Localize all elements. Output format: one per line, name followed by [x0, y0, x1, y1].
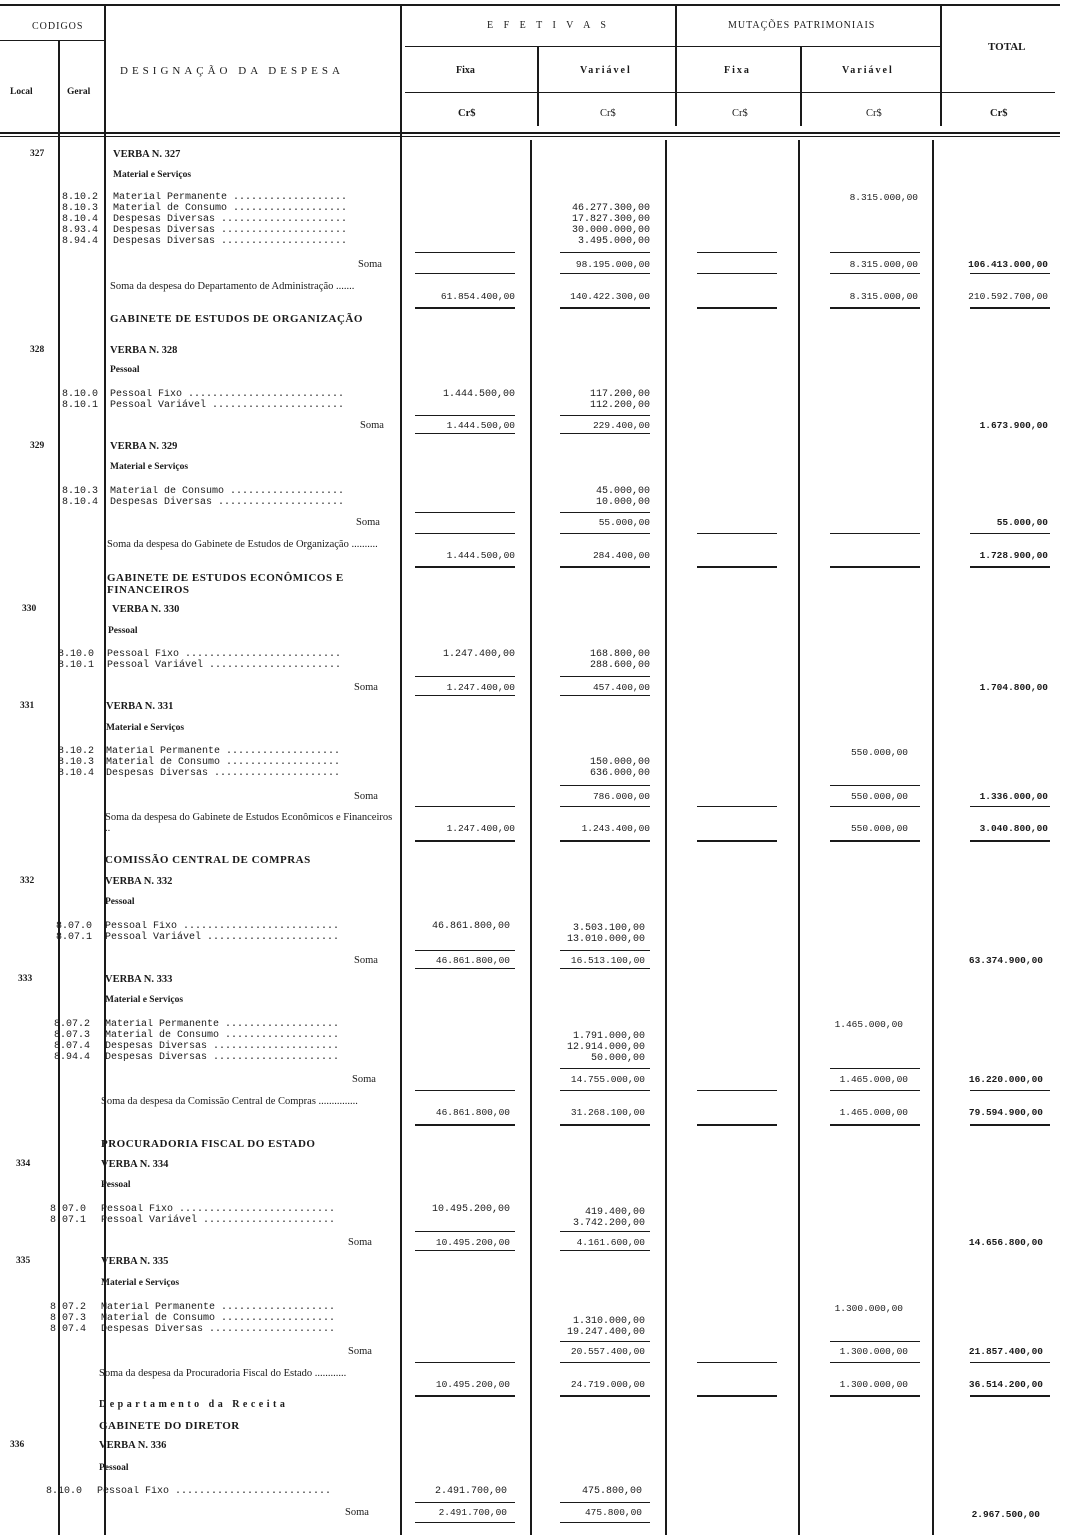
- rule: [830, 533, 920, 534]
- verba-330-soma-fixa: 1.247.400,00: [446, 682, 515, 693]
- verba-330-soma-var: 457.400,00: [592, 682, 650, 693]
- rule: [415, 1250, 515, 1251]
- ccc-soma-var: 31.268.100,00: [570, 1107, 645, 1118]
- verba-329-local: 329: [30, 441, 45, 451]
- rule: [830, 1395, 920, 1397]
- col-rule-efet-sub: [537, 46, 539, 126]
- verba-334-title: VERBA N. 334: [101, 1159, 169, 1170]
- rule: [970, 1090, 1050, 1091]
- verba-336-fixa-values: 2.491.700,00: [434, 1486, 507, 1497]
- gab-org-soma-label: Soma da despesa do Gabinete de Estudos de Organização ..........: [107, 539, 378, 550]
- currency-fixa: Cr$: [458, 108, 476, 119]
- verba-336-items: Pessoal Fixo ..........................: [97, 1486, 332, 1497]
- subhdr-rule: [405, 92, 1055, 93]
- rule: [415, 307, 515, 309]
- rule: [970, 566, 1050, 568]
- verba-332-soma-label: Soma: [354, 955, 378, 966]
- verba-329-var-values: 45.000,00 10.000,00: [595, 486, 650, 508]
- verba-330-codes: 8.10.0 8.10.1: [58, 649, 95, 671]
- verba-334-local: 334: [16, 1159, 31, 1169]
- verba-329-codes: 8.10.3 8.10.4: [62, 486, 99, 508]
- mutacoes-header: MUTAÇÕES PATRIMONIAIS: [728, 20, 876, 31]
- pfe-soma-mut: 1.300.000,00: [839, 1379, 908, 1390]
- verba-329-items: Material de Consumo ................... Despesas Diversas .....................: [110, 486, 345, 508]
- verba-329-soma-var: 55.000,00: [598, 517, 650, 528]
- verba-333-var-values: 1.791.000,00 12.914.000,00 50.000,00: [566, 1031, 645, 1064]
- rule: [560, 676, 650, 677]
- verba-330-fixa-values: 1.247.400,00: [442, 649, 515, 660]
- verba-332-codes: 8.07.0 8.07.1: [56, 921, 93, 943]
- rule: [830, 785, 920, 786]
- verba-334-soma-label: Soma: [348, 1237, 372, 1248]
- verba-328-soma-total: 1.673.900,00: [979, 420, 1048, 431]
- rule: [697, 1362, 777, 1363]
- rule: [415, 1124, 515, 1126]
- rule: [560, 1341, 650, 1342]
- mut-fixa-header: Fixa: [724, 65, 751, 76]
- verba-328-soma-label: Soma: [360, 420, 384, 431]
- rule: [560, 415, 650, 416]
- rule: [560, 252, 650, 253]
- verba-335-soma-var: 20.557.400,00: [570, 1346, 645, 1357]
- designacao-header: DESIGNAÇÃO DA DESPESA: [120, 65, 344, 77]
- verba-328-sub: Pessoal: [110, 365, 140, 375]
- rule: [697, 252, 777, 253]
- verba-335-soma-total: 21.857.400,00: [968, 1346, 1043, 1357]
- verba-328-title: VERBA N. 328: [110, 345, 178, 356]
- verba-331-sub: Material e Serviços: [106, 723, 185, 733]
- rule: [970, 1124, 1050, 1126]
- pfe-title: PROCURADORIA FISCAL DO ESTADO: [101, 1138, 316, 1150]
- rule: [415, 1362, 515, 1363]
- verba-327-soma-label: Soma: [358, 259, 382, 270]
- verba-332-local: 332: [20, 876, 35, 886]
- verba-329-title: VERBA N. 329: [110, 441, 178, 452]
- col-rule-mut-sub: [800, 46, 802, 126]
- pfe-soma-var: 24.719.000,00: [570, 1379, 645, 1390]
- header-bottom-rule-1: [0, 132, 1060, 134]
- verba-336-sub: Pessoal: [99, 1463, 129, 1473]
- verba-335-items: Material Permanente ................... Material de Consumo ................... Despesas Diversas .....................: [101, 1302, 336, 1335]
- rule: [697, 806, 777, 807]
- rule: [697, 1124, 777, 1126]
- rule: [560, 1090, 650, 1091]
- col-rule-mut-fixa: [798, 140, 800, 1535]
- rule: [560, 273, 650, 274]
- verba-336-soma-total: 2.967.500,00: [971, 1509, 1040, 1520]
- verba-333-soma-total: 16.220.000,00: [968, 1074, 1043, 1085]
- rule: [697, 566, 777, 568]
- verba-334-soma-total: 14.656.800,00: [968, 1237, 1043, 1248]
- verba-333-soma-mut: 1.465.000,00: [839, 1074, 908, 1085]
- verba-327-sub: Material e Serviços: [113, 170, 192, 180]
- verba-328-soma-var: 229.400,00: [592, 420, 650, 431]
- verba-330-sub: Pessoal: [108, 626, 138, 636]
- currency-mut-fixa: Cr$: [732, 108, 748, 119]
- verba-335-soma-mut: 1.300.000,00: [839, 1346, 908, 1357]
- rule: [830, 1090, 920, 1091]
- dep-receita-title: Departamento da Receita: [99, 1399, 289, 1410]
- verba-330-local: 330: [22, 604, 37, 614]
- verba-330-items: Pessoal Fixo .......................... Pessoal Variável ......................: [107, 649, 342, 671]
- verba-327-codes: 8.10.2 8.10.3 8.10.4 8.93.4 8.94.4: [62, 192, 99, 247]
- ccc-soma-total: 79.594.900,00: [968, 1107, 1043, 1118]
- dep-admin-total: 210.592.700,00: [968, 291, 1048, 302]
- gab-org-soma-total: 1.728.900,00: [979, 550, 1048, 561]
- rule: [415, 806, 515, 807]
- gab-dir-title: GABINETE DO DIRETOR: [99, 1420, 240, 1432]
- col-rule-designacao: [400, 6, 402, 1535]
- group-rule: [405, 46, 940, 47]
- rule: [830, 1341, 920, 1342]
- rule: [830, 273, 920, 274]
- col-rule-mutacoes: [940, 6, 942, 126]
- verba-331-codes: 8.10.2 8.10.3 8.10.4: [58, 746, 95, 779]
- verba-331-mut-value: 550.000,00: [850, 747, 908, 758]
- verba-335-title: VERBA N. 335: [101, 1256, 169, 1267]
- verba-332-soma-total: 63.374.900,00: [968, 955, 1043, 966]
- verba-334-items: Pessoal Fixo .......................... Pessoal Variável ......................: [101, 1204, 336, 1226]
- verba-331-var-values: 150.000,00 636.000,00: [589, 757, 650, 779]
- verba-331-soma-var: 786.000,00: [592, 791, 650, 802]
- rule: [560, 1362, 650, 1363]
- verba-333-soma-label: Soma: [352, 1074, 376, 1085]
- geral-header: Geral: [67, 87, 91, 97]
- verba-331-soma-mut: 550.000,00: [850, 791, 908, 802]
- verba-327-soma-var: 98.195.000,00: [575, 259, 650, 270]
- verba-332-fixa-values: 46.861.800,00: [431, 921, 510, 932]
- verba-328-soma-fixa: 1.444.500,00: [446, 420, 515, 431]
- verba-332-soma-fixa: 46.861.800,00: [435, 955, 510, 966]
- verba-330-var-values: 168.800,00 288.600,00: [589, 649, 650, 671]
- rule: [415, 1231, 515, 1232]
- rule: [560, 806, 650, 807]
- rule: [415, 1090, 515, 1091]
- rule: [830, 307, 920, 309]
- verba-329-soma-total: 55.000,00: [996, 517, 1048, 528]
- rule: [830, 1068, 920, 1069]
- rule: [560, 785, 650, 786]
- rule: [415, 840, 515, 842]
- rule: [560, 1068, 650, 1069]
- efetivas-header: E F E T I V A S: [487, 20, 610, 31]
- verba-334-sub: Pessoal: [101, 1180, 131, 1190]
- rule: [697, 273, 777, 274]
- verba-335-local: 335: [16, 1256, 31, 1266]
- codigos-header: CODIGOS: [32, 21, 84, 32]
- rule: [415, 252, 515, 253]
- gab-eco-soma-var: 1.243.400,00: [581, 823, 650, 834]
- verba-331-local: 331: [20, 701, 35, 711]
- rule: [830, 566, 920, 568]
- dep-admin-soma-label: Soma da despesa do Departamento de Administração .......: [110, 281, 355, 292]
- gab-eco-soma-fixa: 1.247.400,00: [446, 823, 515, 834]
- verba-335-var-values: 1.310.000,00 19.247.400,00: [566, 1316, 645, 1338]
- rule: [560, 1522, 650, 1523]
- verba-328-var-values: 117.200,00 112.200,00: [589, 389, 650, 411]
- rule: [970, 533, 1050, 534]
- rule: [560, 512, 650, 513]
- verba-329-soma-label: Soma: [356, 517, 380, 528]
- rule: [830, 1362, 920, 1363]
- rule: [415, 433, 515, 434]
- rule: [415, 1502, 515, 1503]
- rule: [415, 950, 515, 951]
- rule: [970, 273, 1050, 274]
- rule: [560, 968, 650, 969]
- rule: [970, 840, 1050, 842]
- rule: [830, 252, 920, 253]
- rule: [560, 840, 650, 842]
- rule: [415, 273, 515, 274]
- verba-333-sub: Material e Serviços: [105, 995, 184, 1005]
- codigos-rule: [0, 40, 105, 41]
- col-rule-fixa: [530, 140, 532, 1535]
- rule: [415, 695, 515, 696]
- rule: [415, 533, 515, 534]
- gab-org-soma-fixa: 1.444.500,00: [446, 550, 515, 561]
- pfe-soma-total: 36.514.200,00: [968, 1379, 1043, 1390]
- verba-332-items: Pessoal Fixo .......................... Pessoal Variável ......................: [105, 921, 340, 943]
- rule: [415, 512, 515, 513]
- gab-org-soma-var: 284.400,00: [592, 550, 650, 561]
- verba-333-codes: 8.07.2 8.07.3 8.07.4 8.94.4: [54, 1019, 91, 1063]
- rule: [415, 676, 515, 677]
- rule: [830, 1124, 920, 1126]
- verba-335-codes: 8.07.2 8.07.3 8.07.4: [50, 1302, 87, 1335]
- verba-336-title: VERBA N. 336: [99, 1440, 167, 1451]
- rule: [560, 950, 650, 951]
- verba-336-soma-fixa: 2.491.700,00: [438, 1507, 507, 1518]
- verba-328-local: 328: [30, 345, 45, 355]
- verba-332-sub: Pessoal: [105, 897, 135, 907]
- rule: [415, 566, 515, 568]
- verba-336-var-values: 475.800,00: [581, 1486, 642, 1497]
- rule: [970, 307, 1050, 309]
- verba-336-codes: 8.10.0: [46, 1486, 83, 1497]
- rule: [697, 307, 777, 309]
- verba-327-mut-value: 8.315.000,00: [849, 192, 918, 203]
- ccc-soma-mut: 1.465.000,00: [839, 1107, 908, 1118]
- verba-332-title: VERBA N. 332: [105, 876, 173, 887]
- ccc-soma-label: Soma da despesa da Comissão Central de Compras ...............: [101, 1096, 358, 1107]
- total-header: TOTAL: [988, 41, 1026, 53]
- verba-327-soma-total: 106.413.000,00: [968, 259, 1048, 270]
- verba-334-soma-fixa: 10.495.200,00: [435, 1237, 510, 1248]
- gab-org-title: GABINETE DE ESTUDOS DE ORGANIZAÇÃO: [110, 313, 363, 325]
- rule: [560, 566, 650, 568]
- verba-335-sub: Material e Serviços: [101, 1278, 180, 1288]
- efet-fixa-header: Fixa: [456, 65, 475, 76]
- dep-admin-fixa: 61.854.400,00: [440, 291, 515, 302]
- col-rule-variavel: [665, 140, 667, 1535]
- verba-336-soma-label: Soma: [345, 1507, 369, 1518]
- rule: [830, 840, 920, 842]
- rule: [970, 1395, 1050, 1397]
- verba-331-soma-label: Soma: [354, 791, 378, 802]
- verba-333-title: VERBA N. 333: [105, 974, 173, 985]
- verba-333-mut-value: 1.465.000,00: [834, 1019, 903, 1030]
- rule: [970, 1362, 1050, 1363]
- local-header: Local: [10, 87, 33, 97]
- gab-eco-soma-total: 3.040.800,00: [979, 823, 1048, 834]
- verba-327-items: Material Permanente ................... Material de Consumo ................... Despesas Diversas ..................... Despesas Diversas ..................... Despesas Diversas .....................: [113, 192, 348, 247]
- verba-331-soma-total: 1.336.000,00: [979, 791, 1048, 802]
- rule: [560, 1250, 650, 1251]
- rule: [560, 1502, 650, 1503]
- gab-eco-title: GABINETE DE ESTUDOS ECONÔMICOS E FINANCEIROS: [107, 572, 344, 596]
- efet-variavel-header: Variável: [580, 65, 632, 76]
- rule: [415, 1395, 515, 1397]
- verba-330-soma-total: 1.704.800,00: [979, 682, 1048, 693]
- ccc-title: COMISSÃO CENTRAL DE COMPRAS: [105, 854, 311, 866]
- verba-330-soma-label: Soma: [354, 682, 378, 693]
- verba-334-fixa-values: 10.495.200,00: [431, 1204, 510, 1215]
- currency-total: Cr$: [990, 108, 1008, 119]
- verba-336-local: 336: [10, 1440, 25, 1450]
- rule: [560, 307, 650, 309]
- rule: [415, 1522, 515, 1523]
- verba-334-var-values: 419.400,00 3.742.200,00: [572, 1207, 645, 1229]
- verba-331-title: VERBA N. 331: [106, 701, 174, 712]
- verba-329-sub: Material e Serviços: [110, 462, 189, 472]
- rule: [697, 840, 777, 842]
- rule: [970, 806, 1050, 807]
- mut-variavel-header: Variável: [842, 65, 894, 76]
- rule: [415, 968, 515, 969]
- top-rule: [0, 4, 1060, 6]
- rule: [560, 1124, 650, 1126]
- pfe-soma-fixa: 10.495.200,00: [435, 1379, 510, 1390]
- verba-328-codes: 8.10.0 8.10.1: [62, 389, 99, 411]
- verba-333-local: 333: [18, 974, 33, 984]
- verba-334-codes: 8.07.0 8.07.1: [50, 1204, 87, 1226]
- verba-327-var-values: 46.277.300,00 17.827.300,00 30.000.000,00 3.495.000,00: [571, 203, 650, 247]
- verba-333-soma-var: 14.755.000,00: [570, 1074, 645, 1085]
- rule: [697, 1090, 777, 1091]
- ccc-soma-fixa: 46.861.800,00: [435, 1107, 510, 1118]
- currency-variavel: Cr$: [600, 108, 616, 119]
- verba-336-soma-var: 475.800,00: [584, 1507, 642, 1518]
- verba-332-var-values: 3.503.100,00 13.010.000,00: [566, 923, 645, 945]
- verba-327-title: VERBA N. 327: [113, 149, 181, 160]
- verba-332-soma-var: 16.513.100,00: [570, 955, 645, 966]
- dep-admin-var: 140.422.300,00: [570, 291, 650, 302]
- verba-327-soma-mut: 8.315.000,00: [849, 259, 918, 270]
- verba-335-soma-label: Soma: [348, 1346, 372, 1357]
- currency-mut-variavel: Cr$: [866, 108, 882, 119]
- rule: [560, 433, 650, 434]
- verba-330-title: VERBA N. 330: [112, 604, 180, 615]
- rule: [560, 1395, 650, 1397]
- rule: [560, 533, 650, 534]
- verba-327-local: 327: [30, 149, 45, 159]
- dep-admin-mut: 8.315.000,00: [849, 291, 918, 302]
- verba-331-items: Material Permanente ................... Material de Consumo ................... Despesas Diversas .....................: [106, 746, 341, 779]
- col-rule-mut-var: [932, 140, 934, 1535]
- verba-328-items: Pessoal Fixo .......................... Pessoal Variável ......................: [110, 389, 345, 411]
- rule: [415, 415, 515, 416]
- verba-335-mut-value: 1.300.000,00: [834, 1303, 903, 1314]
- gab-eco-soma-label: Soma da despesa do Gabinete de Estudos Econômicos e Financeiros ..: [105, 812, 393, 834]
- pfe-soma-label: Soma da despesa da Procuradoria Fiscal do Estado ............: [99, 1368, 347, 1379]
- rule: [560, 1231, 650, 1232]
- col-rule-efetivas: [675, 6, 677, 126]
- rule: [830, 806, 920, 807]
- verba-328-fixa-values: 1.444.500,00: [442, 389, 515, 400]
- header-bottom-rule-2: [0, 136, 1060, 137]
- verba-333-items: Material Permanente ................... Material de Consumo ................... Despesas Diversas ..................... Despesas Diversas .....................: [105, 1019, 340, 1063]
- rule: [697, 533, 777, 534]
- gab-eco-soma-mut: 550.000,00: [850, 823, 908, 834]
- verba-334-soma-var: 4.161.600,00: [576, 1237, 645, 1248]
- rule: [560, 695, 650, 696]
- rule: [697, 1395, 777, 1397]
